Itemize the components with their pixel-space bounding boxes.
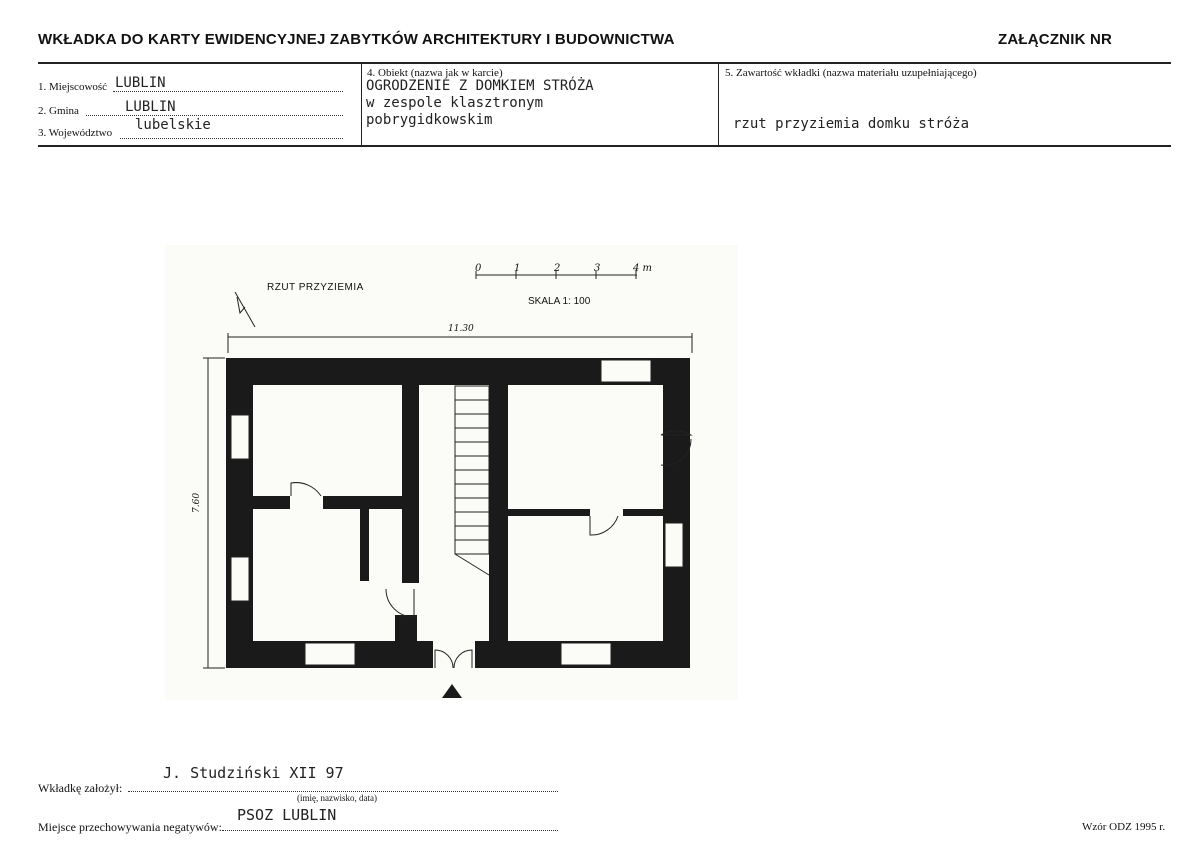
- staircase: [455, 386, 489, 575]
- form-id: Wzór ODZ 1995 r.: [1082, 821, 1166, 833]
- contents-label: 5. Zawartość wkładki (nazwa materiału uzupełniającego): [725, 67, 977, 79]
- form-title: WKŁADKA DO KARTY EWIDENCYJNEJ ZABYTKÓW ARCHITEKTURY I BUDOWNICTWA: [38, 31, 675, 48]
- author-label: Wkładkę założył:: [38, 781, 123, 795]
- scale-tick-2: 2: [554, 263, 561, 274]
- table-top-rule: [38, 62, 1171, 64]
- object-value-line1: OGRODZENIE Z DOMKIEM STRÓŻA: [366, 78, 594, 94]
- dotted-line: [222, 829, 558, 831]
- locality-label: 1. Miejscowość: [38, 81, 108, 93]
- scale-tick-1: 1: [514, 263, 521, 274]
- north-arrow-icon: [235, 292, 255, 327]
- commune-value: LUBLIN: [125, 99, 176, 115]
- width-dimension: 11.30: [448, 324, 474, 334]
- column-divider: [718, 63, 719, 146]
- commune-label: 2. Gmina: [38, 105, 79, 117]
- dotted-line: [120, 137, 343, 139]
- walls: [226, 358, 690, 668]
- attachment-number: ZAŁĄCZNIK NR: [998, 31, 1113, 48]
- plan-scale: SKALA 1: 100: [528, 296, 591, 307]
- author-value: J. Studziński XII 97: [163, 764, 344, 782]
- entrance-marker-icon: [442, 684, 462, 698]
- storage-label: Miejsce przechowywania negatywów:: [38, 820, 222, 834]
- object-value-line3: pobrygidkowskim: [366, 112, 493, 128]
- locality-value: LUBLIN: [115, 75, 166, 91]
- scale-bar: [476, 271, 637, 279]
- voivodeship-label: 3. Województwo: [38, 127, 113, 139]
- table-bottom-rule: [38, 145, 1171, 147]
- object-value-line2: w zespole klasztronym: [366, 95, 544, 111]
- height-dimension: 7.60: [192, 492, 202, 513]
- author-hint: (imię, nazwisko, data): [297, 793, 377, 803]
- voivodeship-value: lubelskie: [135, 117, 211, 133]
- storage-value: PSOZ LUBLIN: [237, 806, 337, 824]
- contents-value: rzut przyziemia domku stróża: [733, 116, 970, 132]
- scale-tick-0: 0: [475, 263, 482, 274]
- column-divider: [361, 63, 362, 146]
- floor-plan-sheet: [165, 245, 738, 700]
- dotted-line: [128, 790, 558, 792]
- plan-title: RZUT PRZYZIEMIA: [267, 282, 364, 293]
- scale-tick-4m: 4 m: [633, 263, 653, 274]
- floor-plan-drawing: [165, 245, 738, 700]
- object-label: 4. Obiekt (nazwa jak w karcie): [367, 67, 503, 79]
- scale-tick-3: 3: [594, 263, 601, 274]
